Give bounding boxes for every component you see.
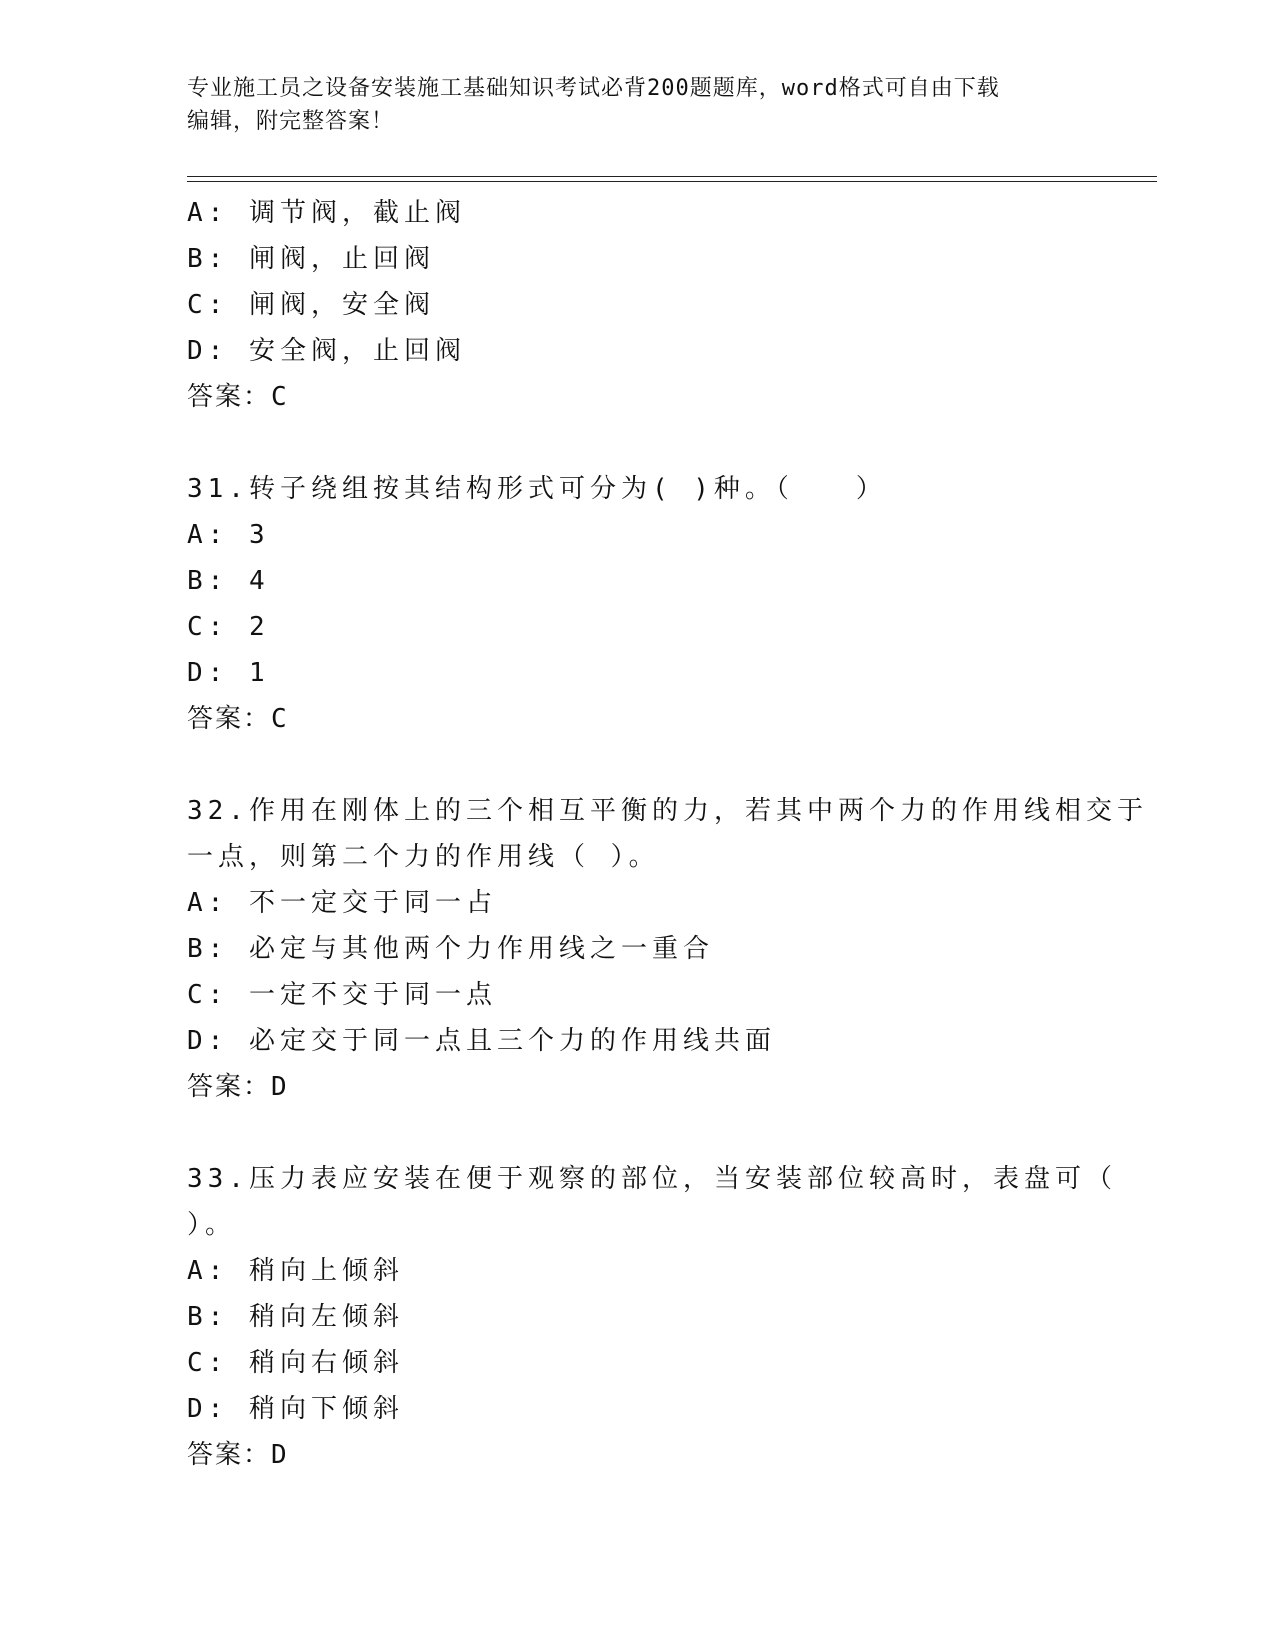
question-text: 31.转子绕组按其结构形式可分为( )种。（ ） [187, 474, 887, 504]
option-d: D: 必定交于同一点且三个力的作用线共面 [187, 1026, 776, 1056]
spacer [187, 742, 1087, 788]
option-d: D: 1 [187, 658, 270, 688]
spacer [187, 1110, 1087, 1156]
question-31 [187, 466, 1087, 742]
option-d: D: 稍向下倾斜 [187, 1394, 404, 1424]
question-33 [187, 1156, 1117, 1478]
header-rule-bottom [187, 181, 1157, 182]
document-header [187, 72, 1067, 138]
option-a: A: 稍向上倾斜 [187, 1256, 404, 1286]
option-c: C: 2 [187, 612, 270, 642]
option-b: B: 必定与其他两个力作用线之一重合 [187, 934, 714, 964]
question-30 [187, 190, 1087, 420]
question-text-line-2: ）。 [187, 1210, 237, 1240]
option-a: A: 不一定交于同一占 [187, 888, 497, 918]
answer: 答案：D [187, 1072, 289, 1102]
answer: 答案：D [187, 1440, 289, 1470]
option-a: A: 3 [187, 520, 270, 550]
option-b: B: 4 [187, 566, 270, 596]
option-c: C: 稍向右倾斜 [187, 1348, 404, 1378]
header-rule-top [187, 176, 1157, 177]
answer: 答案：C [187, 704, 289, 734]
option-b: B: 稍向左倾斜 [187, 1302, 404, 1332]
question-32 [187, 788, 1148, 1110]
question-text-line-1: 33.压力表应安装在便于观察的部位，当安装部位较高时，表盘可（ [187, 1164, 1117, 1194]
option-c: C: 一定不交于同一点 [187, 980, 497, 1010]
question-text-line-2: 一点，则第二个力的作用线（ ）。 [187, 842, 660, 872]
spacer [187, 420, 1087, 466]
header-line-2: 编辑，附完整答案！ [187, 109, 395, 134]
option-b: B: 闸阀，止回阀 [187, 244, 435, 274]
option-a: A: 调节阀，截止阀 [187, 198, 466, 228]
question-text-line-1: 32.作用在刚体上的三个相互平衡的力，若其中两个力的作用线相交于 [187, 796, 1148, 826]
answer: 答案：C [187, 382, 289, 412]
option-d: D: 安全阀，止回阀 [187, 336, 466, 366]
question-list [187, 190, 1148, 1478]
option-c: C: 闸阀，安全阀 [187, 290, 435, 320]
header-line-1: 专业施工员之设备安装施工基础知识考试必背200题题库，word格式可自由下载 [187, 76, 1000, 101]
